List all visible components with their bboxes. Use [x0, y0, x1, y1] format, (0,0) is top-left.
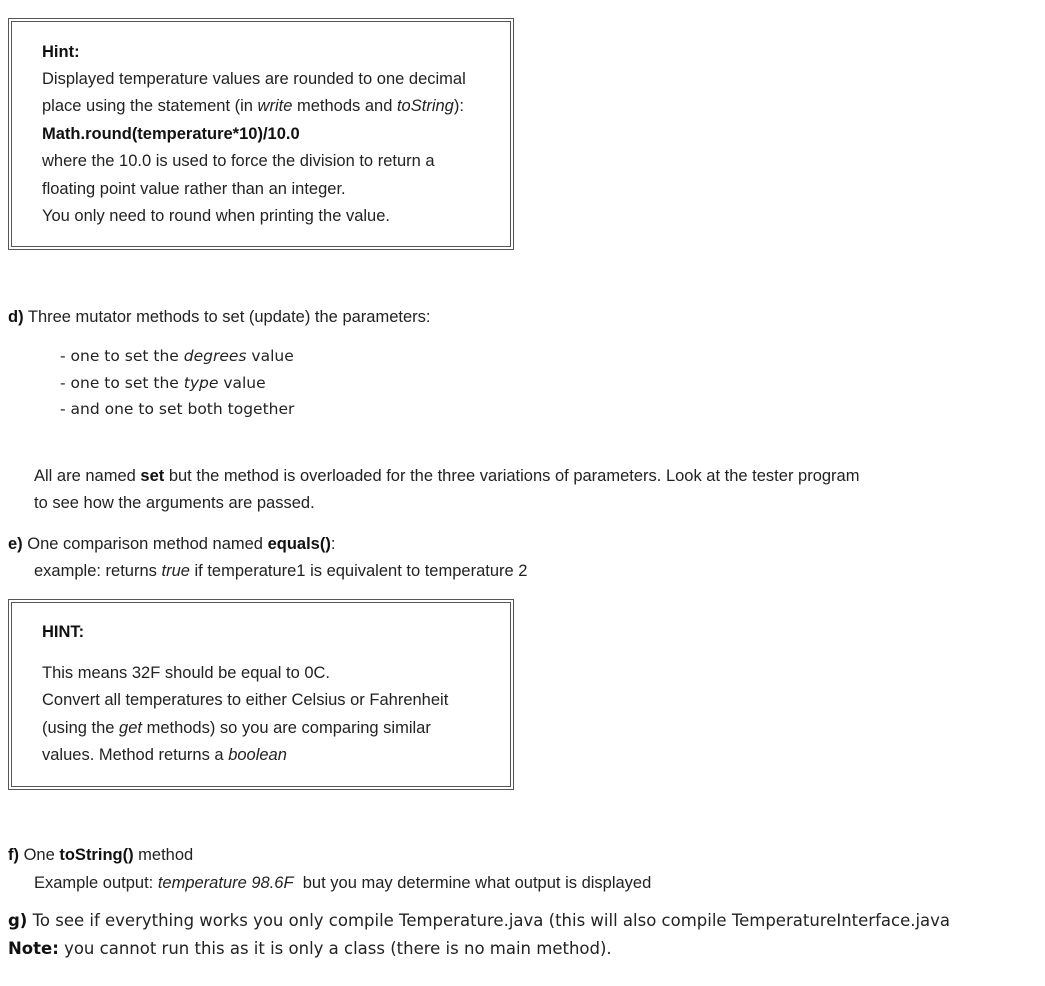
hint-line-4: where the 10.0 is used to force the division to return a	[42, 152, 435, 170]
section-f-example: Example output: temperature 98.6F but you may determine what output is displayed	[34, 874, 652, 892]
hint-line-6: You only need to round when printing the value.	[42, 207, 390, 225]
section-d-item-both: - and one to set both together	[60, 400, 295, 418]
hint2-line-3: (using the get methods) so you are comparing similar	[42, 719, 431, 737]
section-e-heading: e) One comparison method named equals():	[8, 535, 336, 553]
section-g-note: Note: you cannot run this as it is only a class (there is no main method).	[8, 939, 612, 958]
hint-line-2: place using the statement (in write methods and toString):	[42, 97, 464, 115]
hint-code: Math.round(temperature*10)/10.0	[42, 125, 300, 143]
section-d-item-degrees: - one to set the degrees value	[60, 347, 294, 365]
hint2-line-2: Convert all temperatures to either Celsius or Fahrenheit	[42, 691, 449, 709]
hint-line-5: floating point value rather than an integer.	[42, 180, 346, 198]
hint2-title: HINT:	[42, 623, 85, 641]
hint2-line-4: values. Method returns a boolean	[42, 746, 287, 764]
section-d-heading: d) Three mutator methods to set (update) the parameters:	[8, 308, 431, 326]
hint2-line-1: This means 32F should be equal to 0C.	[42, 664, 331, 682]
section-d-paragraph-2: to see how the arguments are passed.	[34, 494, 315, 512]
section-e-example: example: returns true if temperature1 is equivalent to temperature 2	[34, 562, 528, 580]
section-g-heading: g) To see if everything works you only compile Temperature.java (this will also compile TemperatureInterface.java	[8, 911, 951, 930]
section-f-heading: f) One toString() method	[8, 846, 194, 864]
hint-line-1: Displayed temperature values are rounded to one decimal	[42, 70, 466, 88]
hint-title: Hint:	[42, 43, 80, 61]
section-d-item-type: - one to set the type value	[60, 374, 266, 392]
section-d-paragraph-1: All are named set but the method is overloaded for the three variations of parameters. Look at the tester program	[34, 467, 860, 485]
